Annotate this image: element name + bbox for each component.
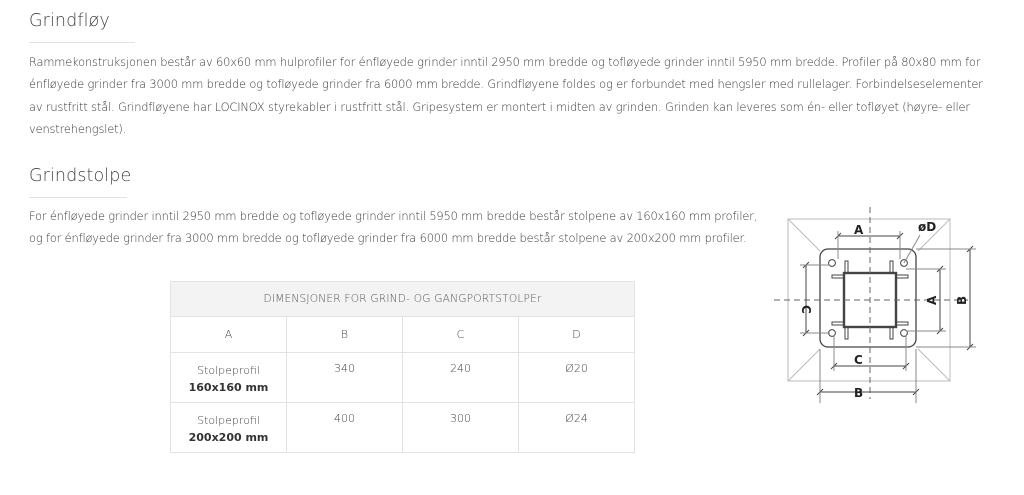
label-c: C	[854, 353, 863, 367]
stiffener	[890, 261, 893, 273]
base-plate	[820, 249, 916, 347]
label-a-right: A	[925, 295, 939, 305]
stiffener	[832, 322, 844, 325]
column-header-d: D	[519, 317, 635, 353]
stiffener	[845, 327, 848, 339]
label-a: A	[854, 223, 864, 237]
table-row	[171, 403, 635, 453]
label-b-right: B	[955, 295, 969, 305]
stiffener	[896, 322, 908, 325]
cell-d: Ø24	[519, 403, 635, 453]
title-underline	[29, 42, 135, 43]
column-header-a: A	[171, 317, 287, 353]
row-size: 200x200 mm	[188, 431, 269, 444]
stiffener	[832, 275, 844, 278]
post-dimension-diagram	[772, 203, 982, 409]
section-paragraph-grindfloy: Rammekonstruksjonen består av 60x60 mm hulprofiler for énfløyede grinder inntil 2950 mm bredde og tofløyede grinder inntil 5950 mm bredde. Profiler på 80x80 mm for énfløyede grinder fra 3000 mm bredde og tofløyede grinder fra 6000 mm bredde. Grindfløyene foldes og er forbundet med hengsler med rullelager. Forbindelseselementer av rustfritt stål. Grindfløyene har LOCINOX styrekabler i rustfritt stål. Gripesystem er montert i midten av grinden. Grinden kan leveres som én- eller tofløyet (høyre- eller venstrehengslet).	[29, 55, 983, 137]
section-title-grindfloy: Grindfløy	[29, 11, 110, 31]
label-b: B	[854, 386, 864, 400]
cell-d: Ø20	[519, 353, 635, 403]
row-label: Stolpeprofil	[197, 414, 260, 427]
dimensions-table	[170, 281, 635, 453]
bevel-line	[918, 349, 950, 381]
label-d: øD	[918, 220, 937, 234]
section-paragraph-grindstolpe: For énfløyede grinder inntil 2950 mm bredde og tofløyede grinder inntil 5950 mm bredde består stolpene av 160x160 mm profiler, og for énfløyede grinder fra 3000 mm bredde og tofløyede grinder fra 6000 mm bredde består stolpene av 200x200 mm profiler.	[29, 209, 758, 246]
row-size: 160x160 mm	[188, 381, 269, 394]
table-header-row	[171, 317, 635, 353]
section-title-grindstolpe: Grindstolpe	[29, 166, 132, 186]
row-label: Stolpeprofil	[197, 364, 260, 377]
cell-c: 240	[403, 353, 519, 403]
stiffener	[845, 261, 848, 273]
cell-c: 300	[403, 403, 519, 453]
stiffener	[890, 327, 893, 339]
bevel-line	[788, 219, 820, 251]
column-header-b: B	[287, 317, 403, 353]
table-row	[171, 353, 635, 403]
row-label-cell	[171, 353, 287, 403]
cell-b: 400	[287, 403, 403, 453]
title-underline	[29, 197, 127, 198]
label-c-left: C	[799, 305, 813, 314]
bevel-line	[788, 349, 820, 381]
row-label-cell	[171, 403, 287, 453]
cell-b: 340	[287, 353, 403, 403]
stiffener	[896, 275, 908, 278]
column-header-c: C	[403, 317, 519, 353]
table-caption: DIMENSJONER FOR GRIND- OG GANGPORTSTOLPEr	[171, 282, 635, 317]
